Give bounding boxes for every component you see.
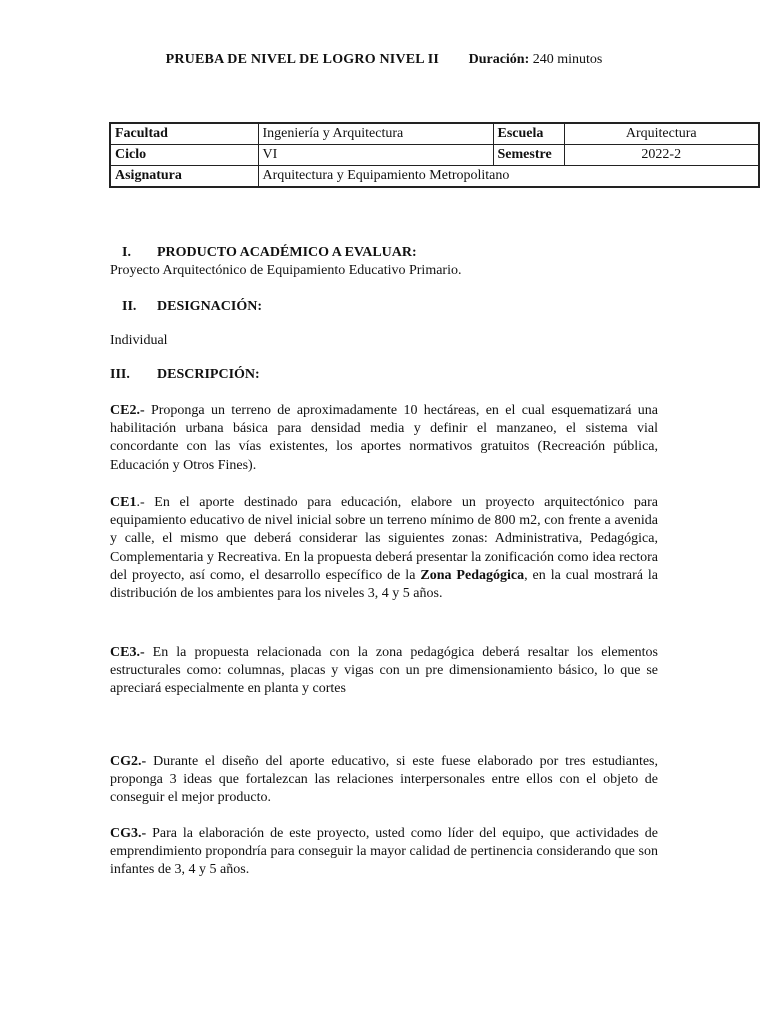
ciclo-value: VI — [258, 145, 493, 166]
section-number: I. — [122, 245, 131, 260]
criterion-ce2 — [110, 402, 658, 475]
section-heading-1 — [122, 244, 417, 262]
criterion-code: CG3.- — [110, 826, 147, 841]
escuela-value: Arquitectura — [564, 123, 759, 145]
semestre-value: 2022-2 — [564, 145, 759, 166]
section-1-body: Proyecto Arquitectónico de Equipamiento Educativo Primario. — [110, 263, 462, 278]
section-2-body: Individual — [110, 333, 168, 348]
section-title: PRODUCTO ACADÉMICO A EVALUAR: — [157, 245, 417, 260]
section-number: III. — [110, 367, 130, 382]
criterion-text: Proponga un terreno de aproximadamente 10 hectáreas, en el cual esquematizará una habilitación urbana básica para densidad media y definir el manzaneo, el sistema vial concordante con las vías existentes, los aportes normativos gratuitos (Recreación pública, Educación y Otros Fines). — [110, 403, 658, 473]
criterion-bold-term: Zona Pedagógica — [420, 567, 525, 583]
criterion-text: Durante el diseño del aporte educativo, si este fuese elaborado por tres estudiantes, proponga 3 ideas que fortalezcan las relaciones interpersonales entre ellos con el objeto de conseguir el mejor producto. — [110, 754, 658, 806]
table-row — [110, 123, 759, 145]
semestre-label: Semestre — [493, 145, 564, 166]
criterion-code: CE1 — [110, 495, 137, 510]
exam-title: PRUEBA DE NIVEL DE LOGRO NIVEL II — [165, 52, 440, 67]
duration-label: Duración: — [468, 52, 530, 67]
section-title: DESIGNACIÓN: — [157, 299, 263, 314]
course-info-table — [109, 122, 760, 188]
section-heading-2 — [122, 298, 262, 316]
criterion-text: Para la elaboración de este proyecto, usted como líder del equipo, que actividades de emprendimiento propondría para conseguir la mayor calidad de pertinencia considerando que son infantes de 3, 4 y 5 años. — [110, 826, 658, 878]
criterion-code: CE2.- — [110, 403, 145, 418]
section-heading-3 — [110, 366, 260, 384]
asignatura-label: Asignatura — [110, 166, 258, 188]
escuela-label: Escuela — [493, 123, 564, 145]
criterion-ce1 — [110, 494, 658, 603]
criterion-cg2 — [110, 753, 658, 808]
criterion-cg3 — [110, 825, 658, 880]
criterion-text: .- En el aporte destinado para educación, elabore un proyecto arquitectónico para equipamiento educativo de nivel inicial sobre un terreno mínimo de 800 m2, con frente a avenida y calle, el mismo que deberá considerar las siguientes zonas: Administrativa, Pedagógica, Complementaria y Recreativa. En la propuesta deberá presentar la zonificación como idea rectora del proyecto, así como, el desarrollo específico de la — [110, 495, 658, 583]
ciclo-label: Ciclo — [110, 145, 258, 166]
criterion-text: En la propuesta relacionada con la zona pedagógica deberá resaltar los elementos estructurales como: columnas, placas y vigas con un pre dimensionamiento básico, lo que se apreciará especialmente en planta y cortes — [110, 645, 658, 697]
facultad-value: Ingeniería y Arquitectura — [258, 123, 493, 145]
section-title: DESCRIPCIÓN: — [157, 367, 260, 382]
criterion-text: , en la cual mostrará la distribución de los ambientes para los niveles 3, 4 y 5 años. — [110, 567, 659, 602]
table-row — [110, 145, 759, 166]
criterion-code: CG2.- — [110, 754, 147, 769]
duration-value: 240 minutos — [532, 52, 603, 67]
criterion-ce3 — [110, 644, 658, 699]
facultad-label: Facultad — [110, 123, 258, 145]
table-row — [110, 166, 759, 188]
document-header — [0, 51, 768, 69]
criterion-code: CE3.- — [110, 645, 145, 660]
section-number: II. — [122, 299, 137, 314]
asignatura-value: Arquitectura y Equipamiento Metropolitano — [258, 166, 759, 188]
